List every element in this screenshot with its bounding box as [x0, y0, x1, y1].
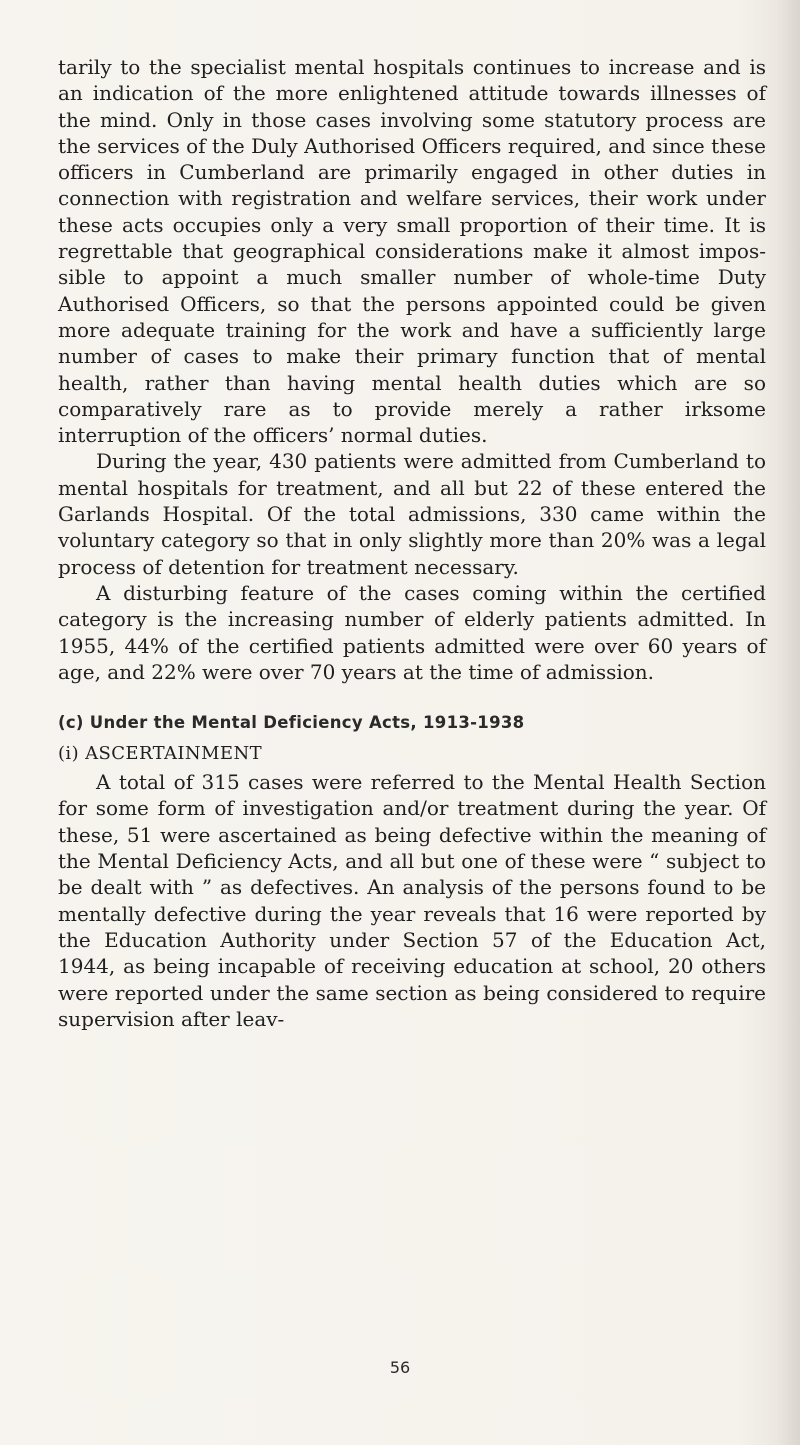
page-number: 56	[389, 1358, 411, 1377]
paragraph-elderly-patients: A disturbing feature of the cases coming within the certified category is the increasing number of elderly patients admitted. In 1955, 44% of the certified patients admitted were over 60 years of age, and 22% were over 70 years at the time of admission.	[58, 580, 766, 684]
paragraph-ascertainment: A total of 315 cases were referred to the Mental Health Section for some form of investigation and/or treatment during the year. Of these, 51 were ascertained as being defective within the meaning of the Mental Deficiency Acts, and all but one of these were “ subject to be dealt with ” as defectives. An analysis of the persons found to be mentally defective during the year reveals that 16 were reported by the Education Authority under Section 57 of the Education Act, 1944, as being incapable of receiving education at school, 20 others were reported under the same section as being considered to require supervision after leav-	[58, 770, 766, 1031]
paragraph-continuation: tarily to the specialist mental hospitals continues to increase and is an indication of the more enlightened attitude towards illnesses of the mind. Only in those cases involving some statutory process are the services of the Duly Authorised Officers required, and since these officers in Cumberland are primarily engaged in other duties in connection with registration and welfare services, their work under these acts occupies only a very small proportion of their time. It is regrettable that geographical considerations make it almost impossible to appoint a much smaller number of whole-time Duty Authorised Officers, so that the persons appointed could be given more adequate training for the work and have a sufficiently large number of cases to make their primary function that of mental health, rather than having mental health duties which are so comparatively rare as to provide merely a rather irksome interruption of the officers’ normal duties.	[58, 55, 766, 448]
paragraph-admissions: During the year, 430 patients were admitted from Cumberland to mental hospitals for treatment, and all but 22 of these entered the Garlands Hospital. Of the total admissions, 330 came within the voluntary category so that in only slightly more than 20% was a legal process of detention for treatment necessary.	[58, 449, 766, 579]
subsection-heading-ascertainment: (i) ASCERTAINMENT	[58, 743, 263, 765]
section-heading-mental-deficiency-acts: (c) Under the Mental Deficiency Acts, 1913-1938	[58, 713, 525, 733]
body-text	[58, 54, 766, 1032]
